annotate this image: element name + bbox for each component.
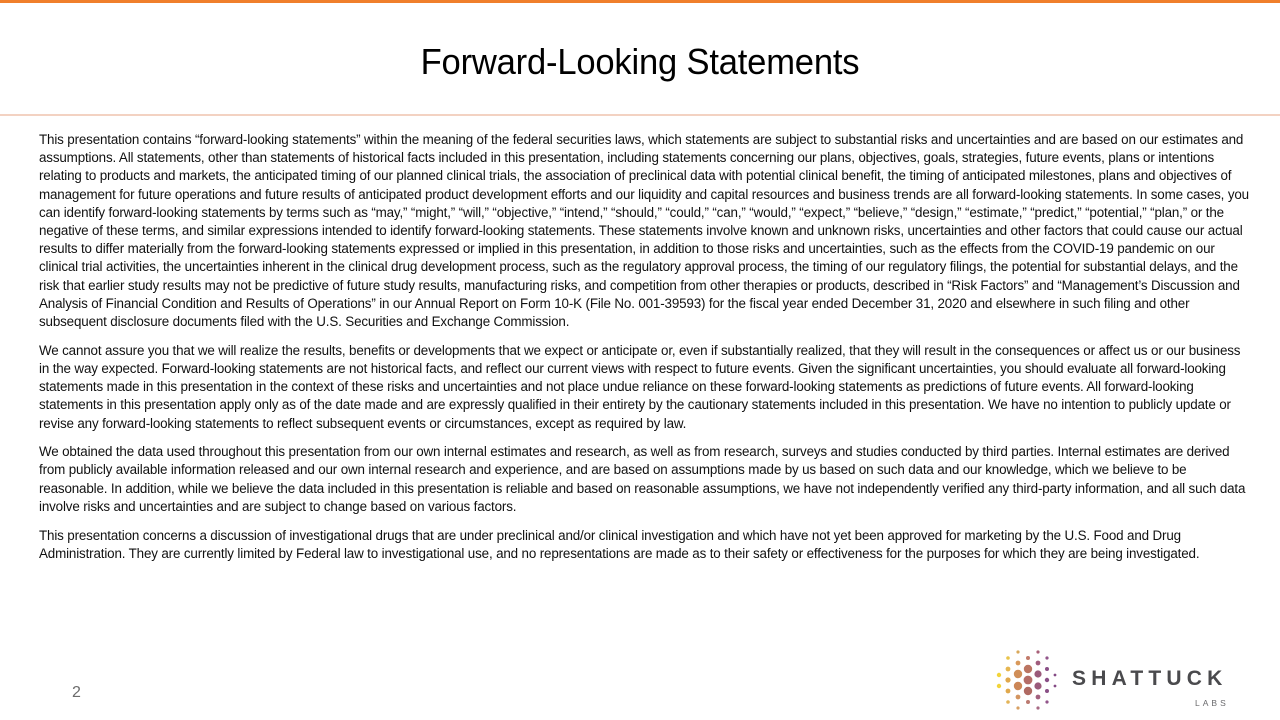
paragraph-data-sources: We obtained the data used throughout this presentation from our own internal estimates and research, as well as from research, surveys and studies conducted by third parties. Internal estimates are derived from publicly available information released and our own internal research and experience, and are based on assumptions made by us based on such data and our knowledge, which we believe to be reasonable. In addition, while we believe the data included in this presentation is reliable and based on reasonable assumptions, we have not independently verified any third-party information, and all such data involve risks and uncertainties and are subject to change based on various factors. bbox=[39, 444, 1246, 514]
disclaimer-body bbox=[39, 131, 1254, 573]
logo-wordmark: SHATTUCK bbox=[1072, 667, 1228, 690]
dot-cluster-icon bbox=[995, 648, 1057, 714]
slide-title: Forward-Looking Statements bbox=[420, 41, 860, 82]
logo-subtitle: LABS bbox=[1195, 698, 1229, 708]
paragraph-forward-looking: This presentation contains “forward-looking statements” within the meaning of the federal securities laws, which statements are subject to substantial risks and uncertainties and are based on our estimates and assumptions. All statements, other than statements of historical facts included in this presentation, including statements concerning our plans, objectives, goals, strategies, future events, plans or intentions relating to products and markets, the anticipated timing of our planned clinical trials, the association of preclinical data with potential clinical benefit, the timing of anticipated milestones, plans and objectives of management for future operations and future results of anticipated product development efforts and our liquidity and capital resources and business trends are all forward-looking statements. In some cases, you can identify forward-looking statements by terms such as “may,” “might,” “will,” “objective,” “intend,” “should,” “could,” “can,” “would,” “expect,” “believe,” “design,” “estimate,” “predict,” “potential,” “plan,” or the negative of these terms, and similar expressions intended to identify forward-looking statements. These statements involve known and unknown risks, uncertainties and other factors that could cause our actual results to differ materially from the forward-looking statements expressed or implied in this presentation, in addition to those risks and uncertainties, such as the effects from the COVID-19 pandemic on our clinical trial activities, the uncertainties inherent in the clinical drug development process, such as the regulatory approval process, the timing of our regulatory filings, the potential for substantial delays, and the risk that earlier study results may not be predictive of future study results, manufacturing risks, and competition from other therapies or products, described in “Risk Factors” and “Management’s Discussion and Analysis of Financial Condition and Results of Operations” in our Annual Report on Form 10-K (File No. 001-39593) for the fiscal year ended December 31, 2020 and elsewhere in such filing and other subsequent disclosure documents filed with the U.S. Securities and Exchange Commission. bbox=[39, 132, 1249, 330]
paragraph-no-assurance: We cannot assure you that we will realize the results, benefits or developments that we expect or anticipate or, even if substantially realized, that they will result in the consequences or affect us or our business in the way expected. Forward-looking statements are not historical facts, and reflect our current views with respect to future events. Given the significant uncertainties, you should evaluate all forward-looking statements made in this presentation in the context of these risks and uncertainties and not place undue reliance on these forward-looking statements as predictions of future events. All forward-looking statements in this presentation apply only as of the date made and are expressly qualified in their entirety by the cautionary statements included in this presentation. We have no intention to publicly update or revise any forward-looking statements to reflect subsequent events or circumstances, except as required by law. bbox=[39, 342, 1241, 431]
top-accent-bar bbox=[0, 0, 1280, 3]
company-logo bbox=[995, 648, 1255, 714]
title-divider bbox=[0, 114, 1280, 116]
page-number: 2 bbox=[72, 684, 81, 701]
paragraph-investigational-drugs: This presentation concerns a discussion of investigational drugs that are under preclinical and/or clinical investigation and which have not yet been approved for marketing by the U.S. Food and Drug Administration. They are currently limited by Federal law to investigational use, and no representations are made as to their safety or effectiveness for the purposes for which they are being investigated. bbox=[39, 527, 1200, 561]
